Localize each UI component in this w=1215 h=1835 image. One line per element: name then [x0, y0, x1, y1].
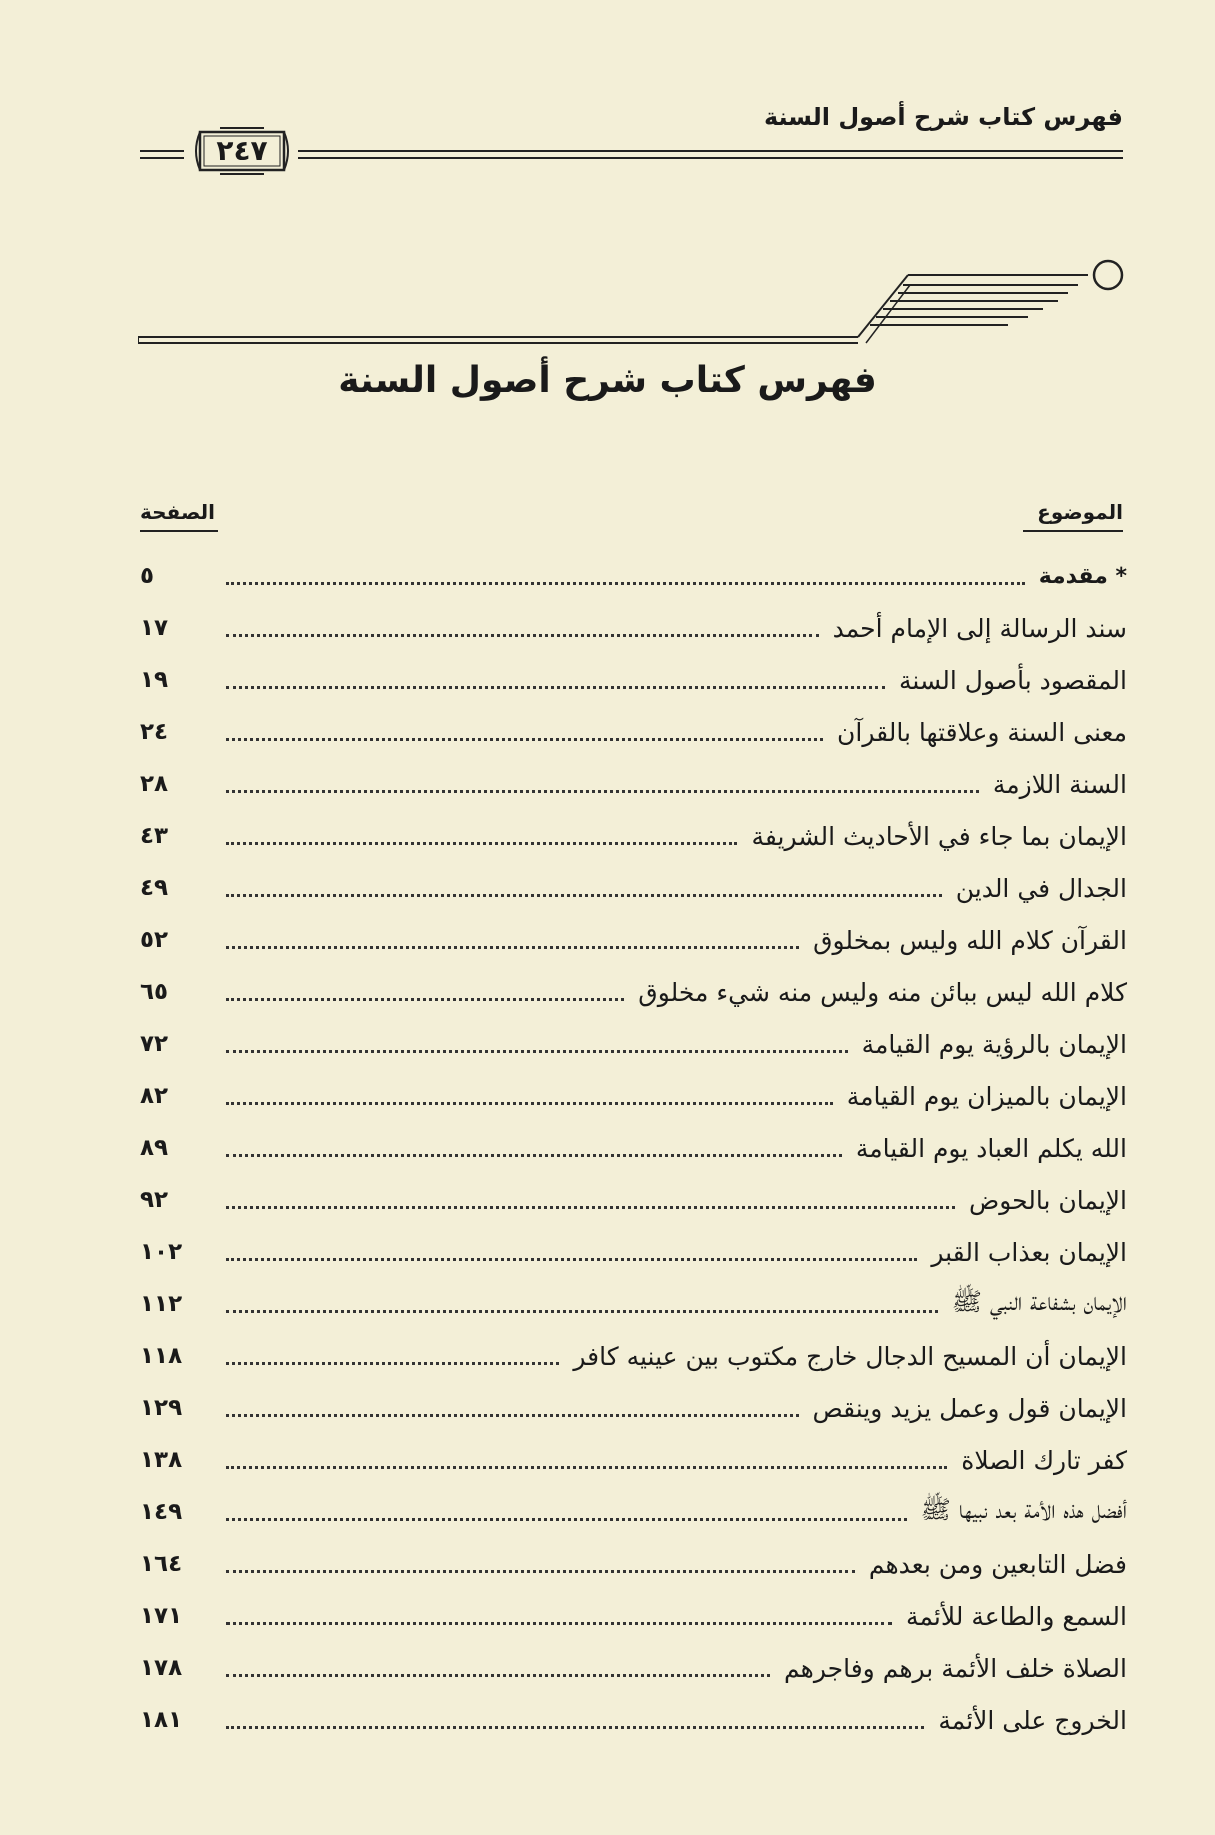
- dot-leader: [226, 842, 737, 845]
- toc-entry-page-number: ١٢٩: [140, 1395, 183, 1421]
- toc-entry[interactable]: [140, 1070, 1127, 1122]
- toc-entry[interactable]: [140, 1486, 1127, 1538]
- toc-entry[interactable]: [140, 1226, 1127, 1278]
- toc-entry-title: السنة اللازمة: [992, 769, 1127, 799]
- toc-entry-page-number: ١٤٩: [140, 1499, 183, 1525]
- toc-entry-page-number: ٨٢: [140, 1083, 169, 1109]
- page-number: ٢٤٧: [216, 134, 268, 167]
- toc-entry-page-number: ٢٨: [140, 771, 169, 797]
- toc-entry[interactable]: [140, 1434, 1127, 1486]
- running-header-title: فهرس كتاب شرح أصول السنة: [763, 103, 1123, 131]
- column-header-topic: الموضوع: [1023, 500, 1123, 532]
- toc-entry-title: المقصود بأصول السنة: [899, 665, 1127, 695]
- toc-entry[interactable]: [140, 1174, 1127, 1226]
- toc-entry[interactable]: [140, 1018, 1127, 1070]
- dot-leader: [226, 634, 819, 637]
- dot-leader: [226, 1102, 833, 1105]
- toc-entry[interactable]: [140, 1590, 1127, 1642]
- toc-entry[interactable]: [140, 966, 1127, 1018]
- toc-entry-page-number: ٧٢: [140, 1031, 169, 1057]
- toc-entry-title: الإيمان بالميزان يوم القيامة: [846, 1081, 1127, 1111]
- toc-entry-title: الإيمان بشفاعة النبي ﷺ: [951, 1286, 1127, 1316]
- dot-leader: [226, 738, 823, 741]
- toc-entry-page-number: ١٦٤: [140, 1551, 183, 1577]
- dot-leader: [226, 1414, 799, 1417]
- table-of-contents: [140, 550, 1127, 1746]
- dot-leader: [226, 998, 624, 1001]
- toc-entry-page-number: ١٠٢: [140, 1239, 183, 1265]
- dot-leader: [226, 582, 1025, 585]
- toc-entry-title: الإيمان قول وعمل يزيد وينقص: [812, 1393, 1127, 1423]
- toc-entry[interactable]: [140, 1382, 1127, 1434]
- dot-leader: [226, 1310, 938, 1313]
- header-rule: [140, 157, 184, 159]
- toc-entry-page-number: ١٧: [140, 615, 169, 641]
- toc-entry-page-number: ١١٨: [140, 1343, 183, 1369]
- column-header-page: الصفحة: [140, 500, 218, 532]
- toc-entry[interactable]: [140, 1538, 1127, 1590]
- dot-leader: [226, 1726, 924, 1729]
- toc-entry-title: أفضل هذه الأمة بعد نبيها ﷺ: [920, 1494, 1127, 1524]
- toc-entry-title: سند الرسالة إلى الإمام أحمد: [832, 613, 1127, 643]
- dot-leader: [226, 1258, 917, 1261]
- toc-entry[interactable]: [140, 1278, 1127, 1330]
- toc-entry[interactable]: [140, 1642, 1127, 1694]
- dot-leader: [226, 686, 885, 689]
- toc-entry-title: الإيمان بالحوض: [968, 1185, 1127, 1215]
- dot-leader: [226, 1518, 907, 1521]
- toc-entry-page-number: ٩٢: [140, 1187, 169, 1213]
- toc-entry-page-number: ٢٤: [140, 719, 169, 745]
- toc-entry[interactable]: [140, 810, 1127, 862]
- toc-entry-title: كفر تارك الصلاة: [961, 1445, 1127, 1475]
- toc-entry-page-number: ١٣٨: [140, 1447, 183, 1473]
- toc-entry-page-number: ٦٥: [140, 979, 169, 1005]
- header-rule: [298, 150, 1123, 152]
- toc-entry-title: معنى السنة وعلاقتها بالقرآن: [837, 717, 1127, 747]
- toc-entry-title: الإيمان بعذاب القبر: [931, 1237, 1127, 1267]
- dot-leader: [226, 1674, 770, 1677]
- toc-entry-page-number: ١٨١: [140, 1707, 183, 1733]
- dot-leader: [226, 1622, 892, 1625]
- toc-entry-title: الإيمان أن المسيح الدجال خارج مكتوب بين عينيه كافر: [573, 1341, 1127, 1371]
- toc-entry[interactable]: [140, 550, 1127, 602]
- dot-leader: [226, 894, 942, 897]
- toc-entry-title: كلام الله ليس ببائن منه وليس منه شيء مخلوق: [638, 977, 1127, 1007]
- toc-entry[interactable]: [140, 1330, 1127, 1382]
- toc-entry-title: القرآن كلام الله وليس بمخلوق: [813, 925, 1127, 955]
- toc-entry[interactable]: [140, 706, 1127, 758]
- toc-entry-page-number: ١٧١: [140, 1603, 183, 1629]
- toc-entry-title: * مقدمة: [1038, 563, 1127, 589]
- toc-entry[interactable]: [140, 1122, 1127, 1174]
- toc-entry-title: الصلاة خلف الأئمة برهم وفاجرهم: [784, 1653, 1127, 1683]
- header-rule: [140, 150, 184, 152]
- toc-entry-page-number: ٨٩: [140, 1135, 169, 1161]
- toc-entry[interactable]: [140, 654, 1127, 706]
- toc-entry-page-number: ٥٢: [140, 927, 169, 953]
- dot-leader: [226, 1206, 955, 1209]
- dot-leader: [226, 1570, 855, 1573]
- dot-leader: [226, 790, 979, 793]
- toc-entry[interactable]: [140, 914, 1127, 966]
- toc-entry[interactable]: [140, 862, 1127, 914]
- toc-entry[interactable]: [140, 758, 1127, 810]
- toc-entry-page-number: ١١٢: [140, 1291, 183, 1317]
- toc-entry-page-number: ٥: [140, 563, 155, 589]
- toc-entry-title: الله يكلم العباد يوم القيامة: [855, 1133, 1127, 1163]
- toc-entry-title: الخروج على الأئمة: [938, 1705, 1127, 1735]
- dot-leader: [226, 1154, 842, 1157]
- toc-entry-title: الجدال في الدين: [955, 873, 1127, 903]
- toc-entry-title: الإيمان بما جاء في الأحاديث الشريفة: [751, 821, 1127, 851]
- dot-leader: [226, 946, 799, 949]
- title-ornament: [138, 255, 1128, 355]
- toc-entry-page-number: ١٧٨: [140, 1655, 183, 1681]
- toc-entry-page-number: ٤٩: [140, 875, 169, 901]
- dot-leader: [226, 1050, 848, 1053]
- toc-entry-title: السمع والطاعة للأئمة: [906, 1601, 1127, 1631]
- toc-entry-page-number: ١٩: [140, 667, 169, 693]
- toc-entry[interactable]: [140, 602, 1127, 654]
- header-rule: [298, 157, 1123, 159]
- toc-entry-page-number: ٤٣: [140, 823, 169, 849]
- toc-entry[interactable]: [140, 1694, 1127, 1746]
- dot-leader: [226, 1362, 559, 1365]
- toc-entry-title: الإيمان بالرؤية يوم القيامة: [861, 1029, 1127, 1059]
- index-title: فهرس كتاب شرح أصول السنة: [338, 360, 877, 401]
- toc-entry-title: فضل التابعين ومن بعدهم: [868, 1549, 1127, 1579]
- dot-leader: [226, 1466, 947, 1469]
